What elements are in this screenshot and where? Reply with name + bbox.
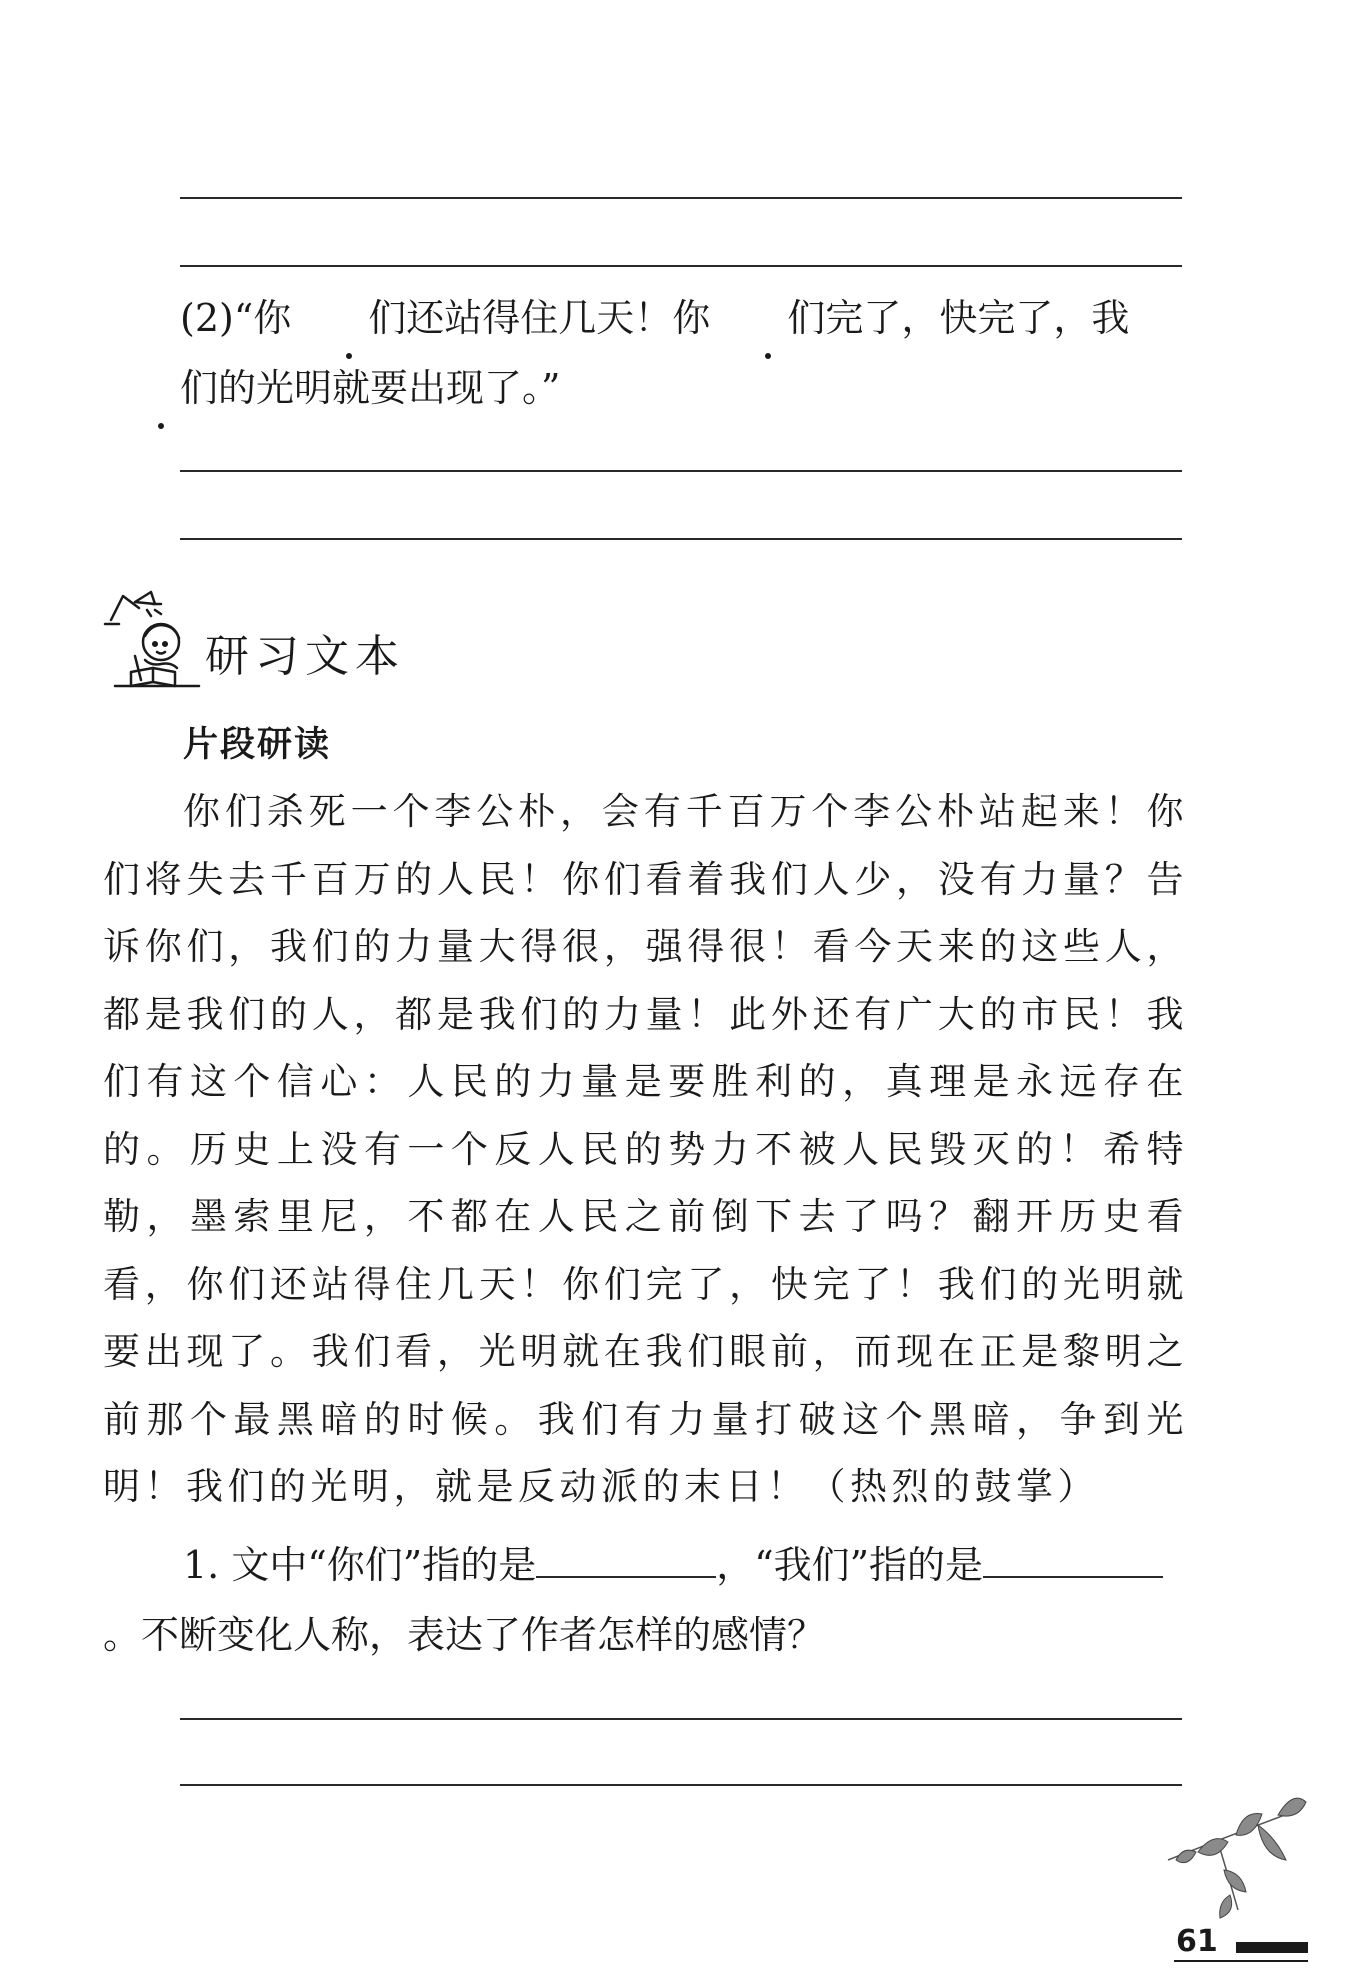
subtitle: 片段研读 bbox=[183, 725, 332, 765]
emphasis-char: 们 bbox=[291, 283, 406, 353]
section-title: 研习文本 bbox=[205, 631, 405, 682]
question-2-s6: 的光明就要出现了。” bbox=[218, 366, 561, 410]
fill-blank-1[interactable] bbox=[536, 1542, 716, 1578]
emphasis-char: 们 bbox=[103, 353, 218, 423]
question-2-number: (2) bbox=[180, 296, 234, 340]
question-1-part2: ，“我们”指的是 bbox=[716, 1543, 984, 1587]
fill-blank-2[interactable] bbox=[983, 1542, 1163, 1578]
question-2-s2: 还站得住几天！你 bbox=[406, 296, 711, 340]
answer-line bbox=[180, 470, 1182, 472]
answer-line bbox=[180, 265, 1182, 267]
answer-line bbox=[180, 1718, 1182, 1720]
page-number-underline bbox=[1174, 1960, 1308, 1962]
answer-line bbox=[180, 197, 1182, 199]
question-2 bbox=[103, 283, 1188, 423]
page-number: 61 bbox=[1176, 1924, 1218, 1959]
page-number-bar bbox=[1236, 1942, 1308, 1953]
student-reading-lamp-icon bbox=[95, 580, 205, 690]
leaf-branch-icon bbox=[1158, 1780, 1308, 1925]
section-header bbox=[95, 580, 495, 690]
passage: 你们杀死一个李公朴，会有千百万个李公朴站起来！你们将失去千百万的人民！你们看着我们人少，没有力量？告诉你们，我们的力量大得很，强得很！看今天来的这些人，都是我们的人，都是我们的力量！此外还有广大的市民！我们有这个信心：人民的力量是要胜利的，真理是永远存在的。历史上没有一个反人民的势力不被人民毁灭的！希特勒，墨索里尼，不都在人民之前倒下去了吗？翻开历史看看，你们还站得住几天！你们完了，快完了！我们的光明就要出现了。我们看，光明就在我们眼前，而现在正是黎明之前那个最黑暗的时候。我们有力量打破这个黑暗，争到光明！我们的光明，就是反动派的末日！（热烈的鼓掌） bbox=[103, 790, 1188, 1508]
answer-line bbox=[180, 1784, 1182, 1786]
question-1-part1: 1. 文中“你们”指的是 bbox=[183, 1543, 537, 1587]
answer-line bbox=[180, 538, 1182, 540]
question-1 bbox=[103, 1530, 1193, 1670]
question-2-s0: “你 bbox=[233, 296, 292, 340]
emphasis-char: 们 bbox=[710, 283, 825, 353]
question-1-part3: 。不断变化人称，表达了作者怎样的感情？ bbox=[103, 1613, 826, 1657]
question-2-s4: 完了，快完了，我 bbox=[825, 296, 1130, 340]
